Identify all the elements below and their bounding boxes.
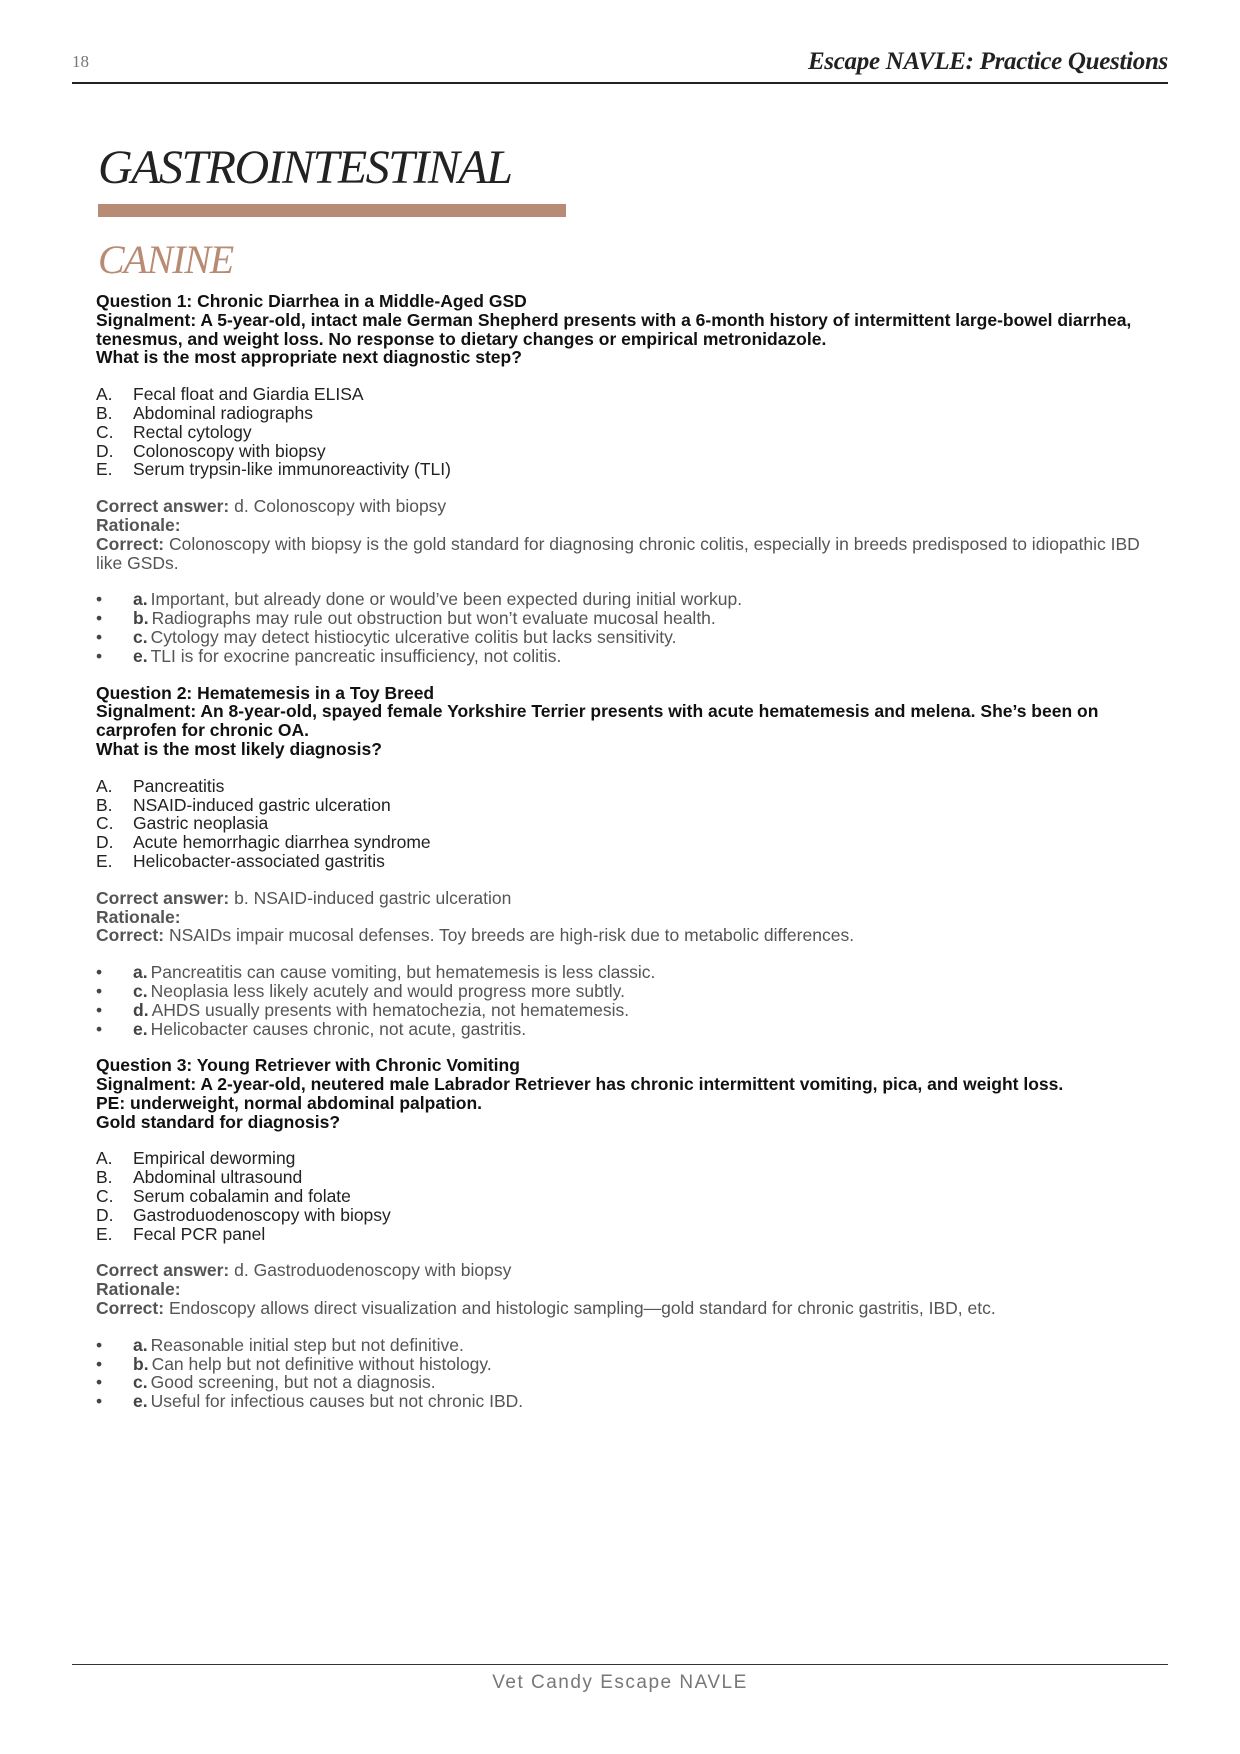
distractor-item <box>96 1001 1162 1020</box>
distractor-body <box>133 963 655 982</box>
question-stem-line: What is the most appropriate next diagnostic step? <box>96 347 522 368</box>
distractor-list <box>96 1336 1162 1411</box>
correct-answer-label: Correct answer: <box>96 496 230 517</box>
question-stem-line: Gold standard for diagnosis? <box>96 1111 341 1132</box>
answer-option <box>96 777 1162 796</box>
option-text: Rectal cytology <box>133 421 252 442</box>
answer-options <box>96 777 1162 871</box>
question-stem-line: Signalment: An 8-year-old, spayed female Yorkshire Terrier presents with acute hematemesis and melena. She’s been on carprofen for chronic OA. <box>96 701 1099 741</box>
distractor-text: AHDS usually presents with hematochezia, not hematemesis. <box>151 999 630 1020</box>
correct-answer-label: Correct answer: <box>96 1260 230 1281</box>
running-header-title: Escape NAVLE: Practice Questions <box>807 48 1168 75</box>
distractor-item <box>96 1336 1162 1355</box>
bullet-icon: • <box>96 980 103 1001</box>
correct-label: Correct: <box>96 1298 165 1319</box>
answer-option <box>96 814 1162 833</box>
questions-container <box>96 292 1162 1429</box>
distractor-item <box>96 647 1162 666</box>
bullet-icon: • <box>96 1353 103 1374</box>
distractor-text: Can help but not definitive without histology. <box>151 1353 492 1374</box>
answer-option <box>96 1206 1162 1225</box>
distractor-body <box>133 1001 629 1020</box>
option-letter: A. <box>96 775 113 796</box>
bullet-icon: • <box>96 962 103 983</box>
distractor-item <box>96 982 1162 1001</box>
answer-options <box>96 385 1162 479</box>
distractor-item <box>96 1392 1162 1411</box>
distractor-key: a. <box>133 1334 148 1355</box>
question-block <box>96 1056 1162 1411</box>
answer-option <box>96 1225 1162 1244</box>
question-heading <box>96 684 1162 759</box>
distractor-text: Cytology may detect histiocytic ulcerative colitis but lacks sensitivity. <box>150 626 677 647</box>
distractor-key: c. <box>133 626 148 647</box>
distractor-key: c. <box>133 1372 148 1393</box>
answer-option <box>96 833 1162 852</box>
option-letter: E. <box>96 459 113 480</box>
distractor-body <box>133 628 676 647</box>
distractor-body <box>133 1392 523 1411</box>
distractor-item <box>96 963 1162 982</box>
correct-answer-line <box>96 497 1162 516</box>
option-text: Helicobacter-associated gastritis <box>133 850 385 871</box>
option-text: Gastric neoplasia <box>133 813 269 834</box>
option-letter: C. <box>96 813 114 834</box>
distractor-body <box>133 982 625 1001</box>
option-letter: B. <box>96 794 113 815</box>
distractor-item <box>96 628 1162 647</box>
correct-rationale-text: Endoscopy allows direct visualization and histologic sampling—gold standard for chronic gastritis, IBD, etc. <box>168 1298 996 1319</box>
distractor-key: b. <box>133 1353 149 1374</box>
option-text: Empirical deworming <box>133 1148 296 1169</box>
answer-section <box>96 1261 1162 1317</box>
bullet-icon: • <box>96 1334 103 1355</box>
option-letter: C. <box>96 1186 114 1207</box>
bullet-icon: • <box>96 589 103 610</box>
option-letter: B. <box>96 402 113 423</box>
option-text: Fecal PCR panel <box>133 1223 266 1244</box>
option-text: Serum trypsin-like immunoreactivity (TLI) <box>133 459 451 480</box>
footer-divider <box>72 1664 1168 1665</box>
answer-option <box>96 852 1162 871</box>
correct-answer-line <box>96 889 1162 908</box>
option-letter: B. <box>96 1167 113 1188</box>
correct-answer-line <box>96 1261 1162 1280</box>
rationale-label: Rationale: <box>96 1279 181 1300</box>
distractor-text: Pancreatitis can cause vomiting, but hematemesis is less classic. <box>150 962 656 983</box>
correct-rationale-line <box>96 926 1162 945</box>
distractor-item <box>96 1373 1162 1392</box>
option-text: NSAID-induced gastric ulceration <box>133 794 391 815</box>
question-stem-line: PE: underweight, normal abdominal palpation. <box>96 1092 482 1113</box>
rationale-label: Rationale: <box>96 514 181 535</box>
distractor-key: c. <box>133 980 148 1001</box>
bullet-icon: • <box>96 645 103 666</box>
correct-rationale-text: NSAIDs impair mucosal defenses. Toy breeds are high-risk due to metabolic differences. <box>168 925 855 946</box>
distractor-text: Reasonable initial step but not definitive. <box>150 1334 464 1355</box>
question-stem-line: Signalment: A 2-year-old, neutered male Labrador Retriever has chronic intermittent vomiting, pica, and weight loss. <box>96 1074 1064 1095</box>
distractor-key: e. <box>133 1018 148 1039</box>
distractor-text: Important, but already done or would’ve been expected during initial workup. <box>150 589 743 610</box>
answer-section <box>96 497 1162 572</box>
answer-option <box>96 385 1162 404</box>
header-divider <box>72 82 1168 84</box>
bullet-icon: • <box>96 626 103 647</box>
option-letter: D. <box>96 832 114 853</box>
question-block <box>96 684 1162 1039</box>
answer-options <box>96 1149 1162 1243</box>
bullet-icon: • <box>96 1372 103 1393</box>
distractor-body <box>133 647 561 666</box>
answer-section <box>96 889 1162 945</box>
option-text: Pancreatitis <box>133 775 225 796</box>
option-text: Colonoscopy with biopsy <box>133 440 326 461</box>
distractor-text: Neoplasia less likely acutely and would progress more subtly. <box>150 980 625 1001</box>
option-text: Fecal float and Giardia ELISA <box>133 384 364 405</box>
page-number: 18 <box>72 52 89 71</box>
answer-option <box>96 1149 1162 1168</box>
question-title: Question 1: Chronic Diarrhea in a Middle-Aged GSD <box>96 291 527 311</box>
option-text: Abdominal ultrasound <box>133 1167 303 1188</box>
accent-bar <box>98 204 566 217</box>
option-text: Acute hemorrhagic diarrhea syndrome <box>133 832 431 853</box>
distractor-list <box>96 590 1162 665</box>
distractor-key: e. <box>133 645 148 666</box>
correct-label: Correct: <box>96 925 165 946</box>
question-heading <box>96 292 1162 367</box>
option-letter: E. <box>96 850 113 871</box>
question-title: Question 2: Hematemesis in a Toy Breed <box>96 682 435 703</box>
answer-option <box>96 1168 1162 1187</box>
correct-answer-label: Correct answer: <box>96 887 230 908</box>
option-letter: D. <box>96 1204 114 1225</box>
option-text: Gastroduodenoscopy with biopsy <box>133 1204 391 1225</box>
option-letter: C. <box>96 421 114 442</box>
answer-option <box>96 442 1162 461</box>
distractor-list <box>96 963 1162 1038</box>
distractor-key: e. <box>133 1391 148 1412</box>
distractor-key: a. <box>133 589 148 610</box>
distractor-text: Radiographs may rule out obstruction but won’t evaluate mucosal health. <box>151 608 716 629</box>
question-stem-line: What is the most likely diagnosis? <box>96 738 382 759</box>
option-text: Abdominal radiographs <box>133 402 313 423</box>
correct-rationale-text: Colonoscopy with biopsy is the gold standard for diagnosing chronic colitis, especially in breeds predisposed to idiopathic IBD like GSDs. <box>96 533 1140 573</box>
distractor-text: Useful for infectious causes but not chronic IBD. <box>150 1391 524 1412</box>
subsection-title: CANINE <box>98 237 234 282</box>
bullet-icon: • <box>96 1391 103 1412</box>
answer-option <box>96 796 1162 815</box>
option-text: Serum cobalamin and folate <box>133 1186 351 1207</box>
bullet-icon: • <box>96 1018 103 1039</box>
distractor-body <box>133 1336 464 1355</box>
option-letter: A. <box>96 384 113 405</box>
distractor-key: d. <box>133 999 149 1020</box>
correct-answer-value: b. NSAID-induced gastric ulceration <box>234 887 512 908</box>
option-letter: D. <box>96 440 114 461</box>
distractor-body <box>133 590 742 609</box>
distractor-text: Good screening, but not a diagnosis. <box>150 1372 436 1393</box>
distractor-item <box>96 1020 1162 1039</box>
bullet-icon: • <box>96 608 103 629</box>
distractor-body <box>133 1020 526 1039</box>
question-block <box>96 292 1162 666</box>
correct-answer-value: d. Colonoscopy with biopsy <box>234 496 447 517</box>
correct-label: Correct: <box>96 533 165 554</box>
option-letter: A. <box>96 1148 113 1169</box>
answer-option <box>96 404 1162 423</box>
distractor-key: a. <box>133 962 148 983</box>
distractor-key: b. <box>133 608 149 629</box>
distractor-item <box>96 609 1162 628</box>
correct-answer-value: d. Gastroduodenoscopy with biopsy <box>234 1260 512 1281</box>
distractor-body <box>133 1373 436 1392</box>
correct-rationale-line <box>96 1299 1162 1318</box>
distractor-text: Helicobacter causes chronic, not acute, gastritis. <box>150 1018 527 1039</box>
question-title: Question 3: Young Retriever with Chronic Vomiting <box>96 1055 520 1076</box>
section-title: GASTROINTESTINAL <box>98 141 512 194</box>
answer-option <box>96 423 1162 442</box>
distractor-item <box>96 590 1162 609</box>
bullet-icon: • <box>96 999 103 1020</box>
footer-text: Vet Candy Escape NAVLE <box>492 1672 748 1693</box>
distractor-text: TLI is for exocrine pancreatic insufficiency, not colitis. <box>150 645 562 666</box>
distractor-body <box>133 609 716 628</box>
distractor-item <box>96 1355 1162 1374</box>
question-stem-line: Signalment: A 5-year-old, intact male German Shepherd presents with a 6-month history of intermittent large-bowel diarrhea, tenesmus, and weight loss. No response to dietary changes or empirical metronidazole. <box>96 309 1132 349</box>
distractor-body <box>133 1355 492 1374</box>
answer-option <box>96 460 1162 479</box>
option-letter: E. <box>96 1223 113 1244</box>
correct-rationale-line <box>96 535 1162 573</box>
answer-option <box>96 1187 1162 1206</box>
question-heading <box>96 1056 1162 1131</box>
rationale-label: Rationale: <box>96 906 181 927</box>
